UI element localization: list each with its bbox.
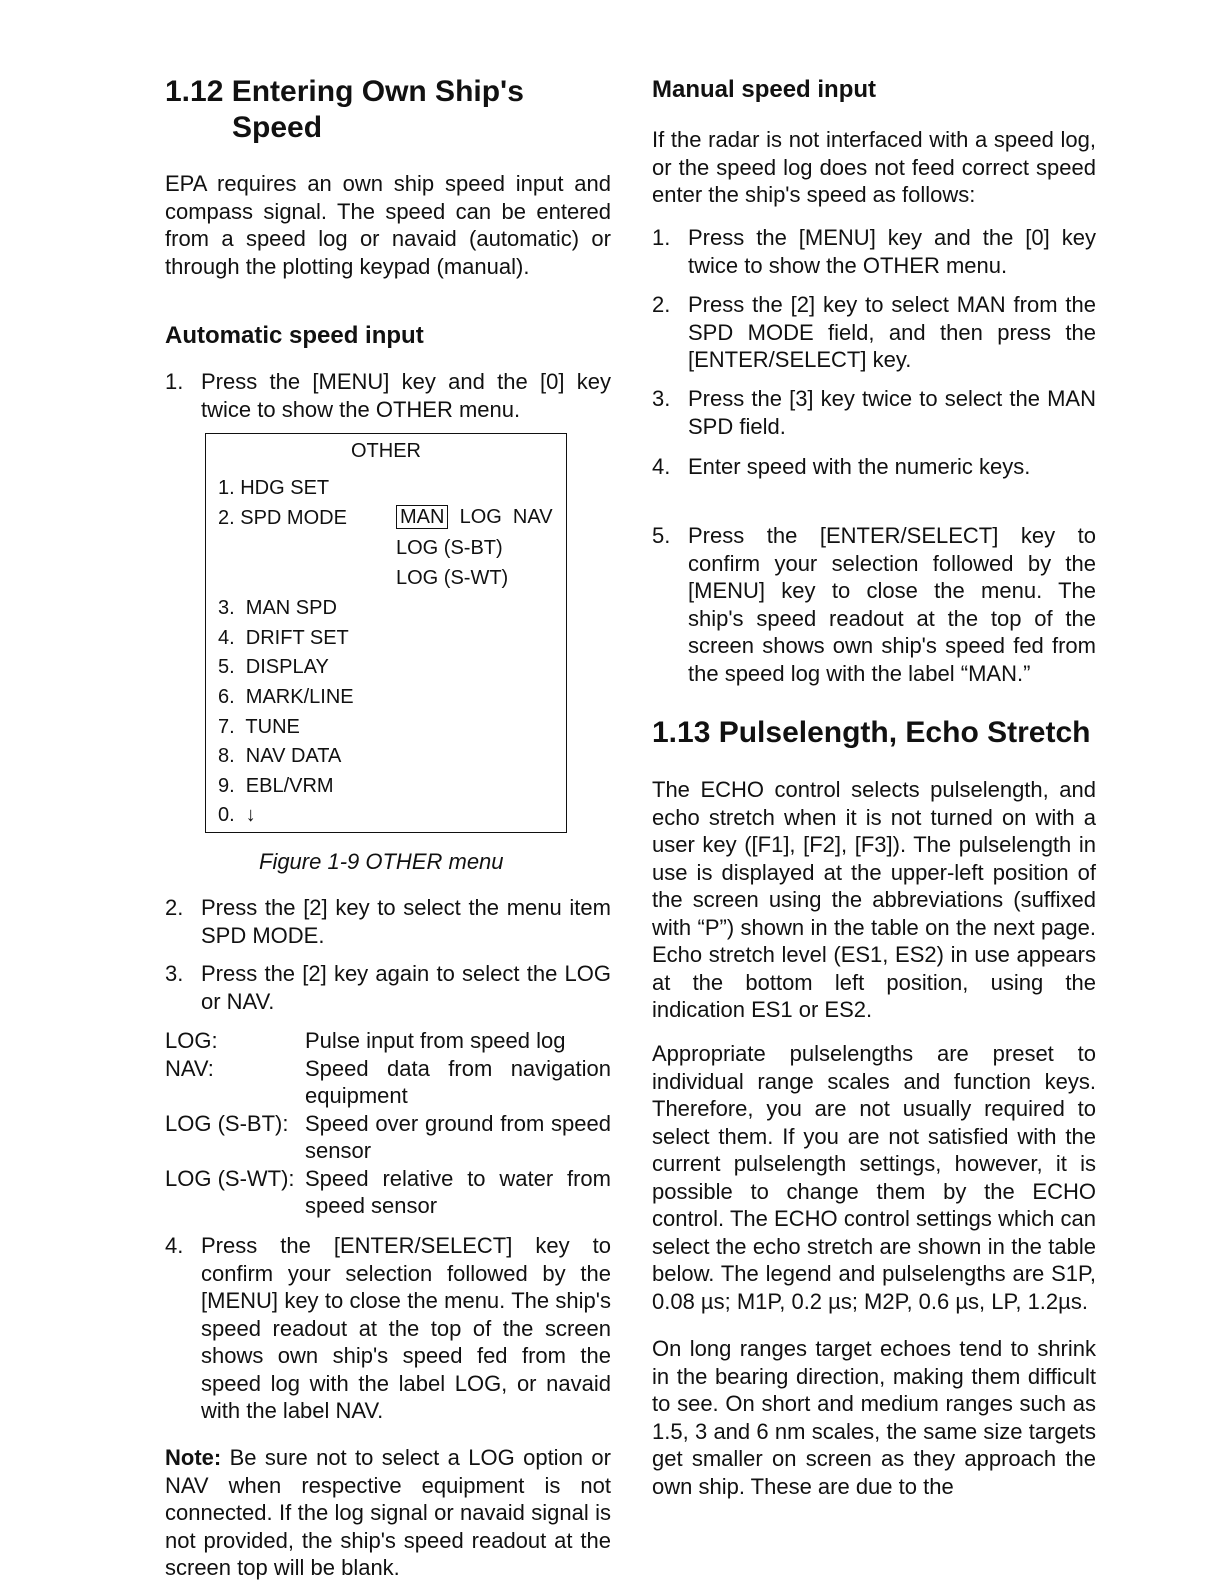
def-desc: Speed relative to water from speed sensor [305, 1165, 611, 1218]
definition-item [165, 1055, 611, 1110]
definition-item [165, 1027, 611, 1055]
step-number: 4. [652, 454, 671, 479]
spd-mode-selected: MAN [396, 505, 448, 529]
step-text: Press the [2] key again to select the LOG or NAV. [201, 961, 611, 1014]
def-term: NAV: [165, 1055, 214, 1081]
menu-item: 5. DISPLAY [218, 656, 329, 678]
figure-caption: Figure 1-9 OTHER menu [259, 849, 504, 874]
step-number: 2. [165, 895, 184, 920]
step-text: Press the [3] key twice to select the MAN SPD field. [688, 386, 1096, 439]
manual-intro: If the radar is not interfaced with a speed log, or the speed log does not feed correct speed enter the ship's speed as follows: [652, 127, 1096, 207]
def-term: LOG: [165, 1028, 218, 1053]
menu-item: 0. ↓ [218, 804, 256, 826]
menu-item: 8. NAV DATA [218, 745, 342, 767]
section-heading-1-12 [165, 74, 611, 146]
definition-item [165, 1110, 611, 1165]
note-paragraph [165, 1444, 611, 1582]
spd-mode-option: LOG (S-WT) [396, 567, 509, 589]
note-label: Note: [165, 1445, 222, 1470]
step-number: 3. [652, 386, 671, 411]
menu-item: 3. MAN SPD [218, 597, 337, 619]
def-desc: Speed data from navigation equipment [305, 1055, 611, 1108]
manual-step-3 [652, 385, 1096, 440]
manual-step-1 [652, 224, 1096, 279]
auto-speed-heading: Automatic speed input [165, 322, 424, 349]
manual-step-2 [652, 291, 1096, 374]
note-text: Be sure not to select a LOG option or NAV when respective equipment is not connected. If the log signal or navaid signal is not provided, the ship's speed readout at the screen top will be blank. [165, 1445, 611, 1580]
menu-item: 7. TUNE [218, 716, 300, 738]
menu-title: OTHER [351, 440, 421, 462]
pulse-paragraph-1: The ECHO control selects pulselength, and echo stretch when it is not turned on with a user key ([F1], [F2], [F3]). The pulselength in use is displayed at the upper-left position of the screen using the abbreviations (suffixed with “P”) shown in the table on the next page. Echo stretch level (ES1, ES2) in use appears at the bottom left position, using the indication ES1 or ES2. [652, 777, 1096, 1022]
section-heading-1-13: 1.13 Pulselength, Echo Stretch [652, 716, 1091, 749]
step-number: 1. [652, 225, 671, 250]
manual-step-4 [652, 453, 1096, 481]
spd-mode-options [396, 506, 553, 529]
def-desc: Pulse input from speed log [305, 1028, 566, 1053]
menu-item: 1. HDG SET [218, 477, 330, 499]
intro-paragraph: EPA requires an own ship speed input and compass signal. The speed can be entered from a speed log or navaid (automatic) or through the plotting keypad (manual). [165, 171, 611, 279]
definition-item [165, 1165, 611, 1220]
step-text: Press the [ENTER/SELECT] key to confirm your selection followed by the [MENU] key to close the menu. The ship's speed readout at the top of the screen shows own ship's speed fed from the speed log with the label “MAN.” [688, 523, 1096, 686]
spd-mode-option: LOG (S-BT) [396, 537, 503, 559]
step-number: 1. [165, 369, 184, 394]
other-menu-figure [205, 433, 567, 833]
step-text: Press the [MENU] key and the [0] key twice to show the OTHER menu. [688, 225, 1096, 278]
step-text: Press the [2] key to select the menu item SPD MODE. [201, 895, 611, 948]
spd-mode-other: LOG NAV [459, 506, 553, 528]
heading-line2: Speed [232, 111, 323, 144]
menu-item: 9. EBL/VRM [218, 775, 334, 797]
step-number: 3. [165, 961, 184, 986]
manual-speed-heading: Manual speed input [652, 76, 877, 103]
auto-step-3 [165, 960, 611, 1015]
manual-step-5 [652, 522, 1096, 687]
definitions-list [165, 1027, 611, 1220]
def-term: LOG (S-BT): [165, 1110, 289, 1136]
heading-line1: 1.12 Entering Own Ship's [165, 75, 524, 108]
pulse-paragraph-3: On long ranges target echoes tend to shrink in the bearing direction, making them difficult to see. On short and medium ranges such as 1.5, 3 and 6 nm scales, the same size targets get smaller on screen as they approach the own ship. These are due to the [652, 1336, 1096, 1499]
menu-item: 2. SPD MODE [218, 507, 347, 529]
auto-step-4 [165, 1232, 611, 1425]
auto-step-2 [165, 894, 611, 949]
auto-step-1 [165, 368, 611, 423]
step-text: Enter speed with the numeric keys. [688, 454, 1031, 479]
menu-item: 4. DRIFT SET [218, 627, 349, 649]
menu-item: 6. MARK/LINE [218, 686, 354, 708]
step-number: 4. [165, 1233, 184, 1258]
step-text: Press the [MENU] key and the [0] key twice to show the OTHER menu. [201, 369, 611, 422]
step-text: Press the [ENTER/SELECT] key to confirm your selection followed by the [MENU] key to close the menu. The ship's speed readout at the top of the screen shows own ship's speed fed from the speed log with the label LOG, or navaid with the label NAV. [201, 1233, 611, 1423]
step-text: Press the [2] key to select MAN from the SPD MODE field, and then press the [ENTER/SELECT] key. [688, 292, 1096, 372]
pulse-paragraph-2: Appropriate pulselengths are preset to individual range scales and function keys. Therefore, you are not usually required to select them. If you are not satisfied with the current pulselength settings, however, it is possible to change them by the ECHO control. The ECHO control settings which can select the echo stretch are shown in the table below. The legend and pulselengths are S1P, 0.08 µs; M1P, 0.2 µs; M2P, 0.6 µs, LP, 1.2µs. [652, 1041, 1096, 1314]
step-number: 2. [652, 292, 671, 317]
def-term: LOG (S-WT): [165, 1165, 295, 1191]
def-desc: Speed over ground from speed sensor [305, 1110, 611, 1163]
step-number: 5. [652, 523, 671, 548]
